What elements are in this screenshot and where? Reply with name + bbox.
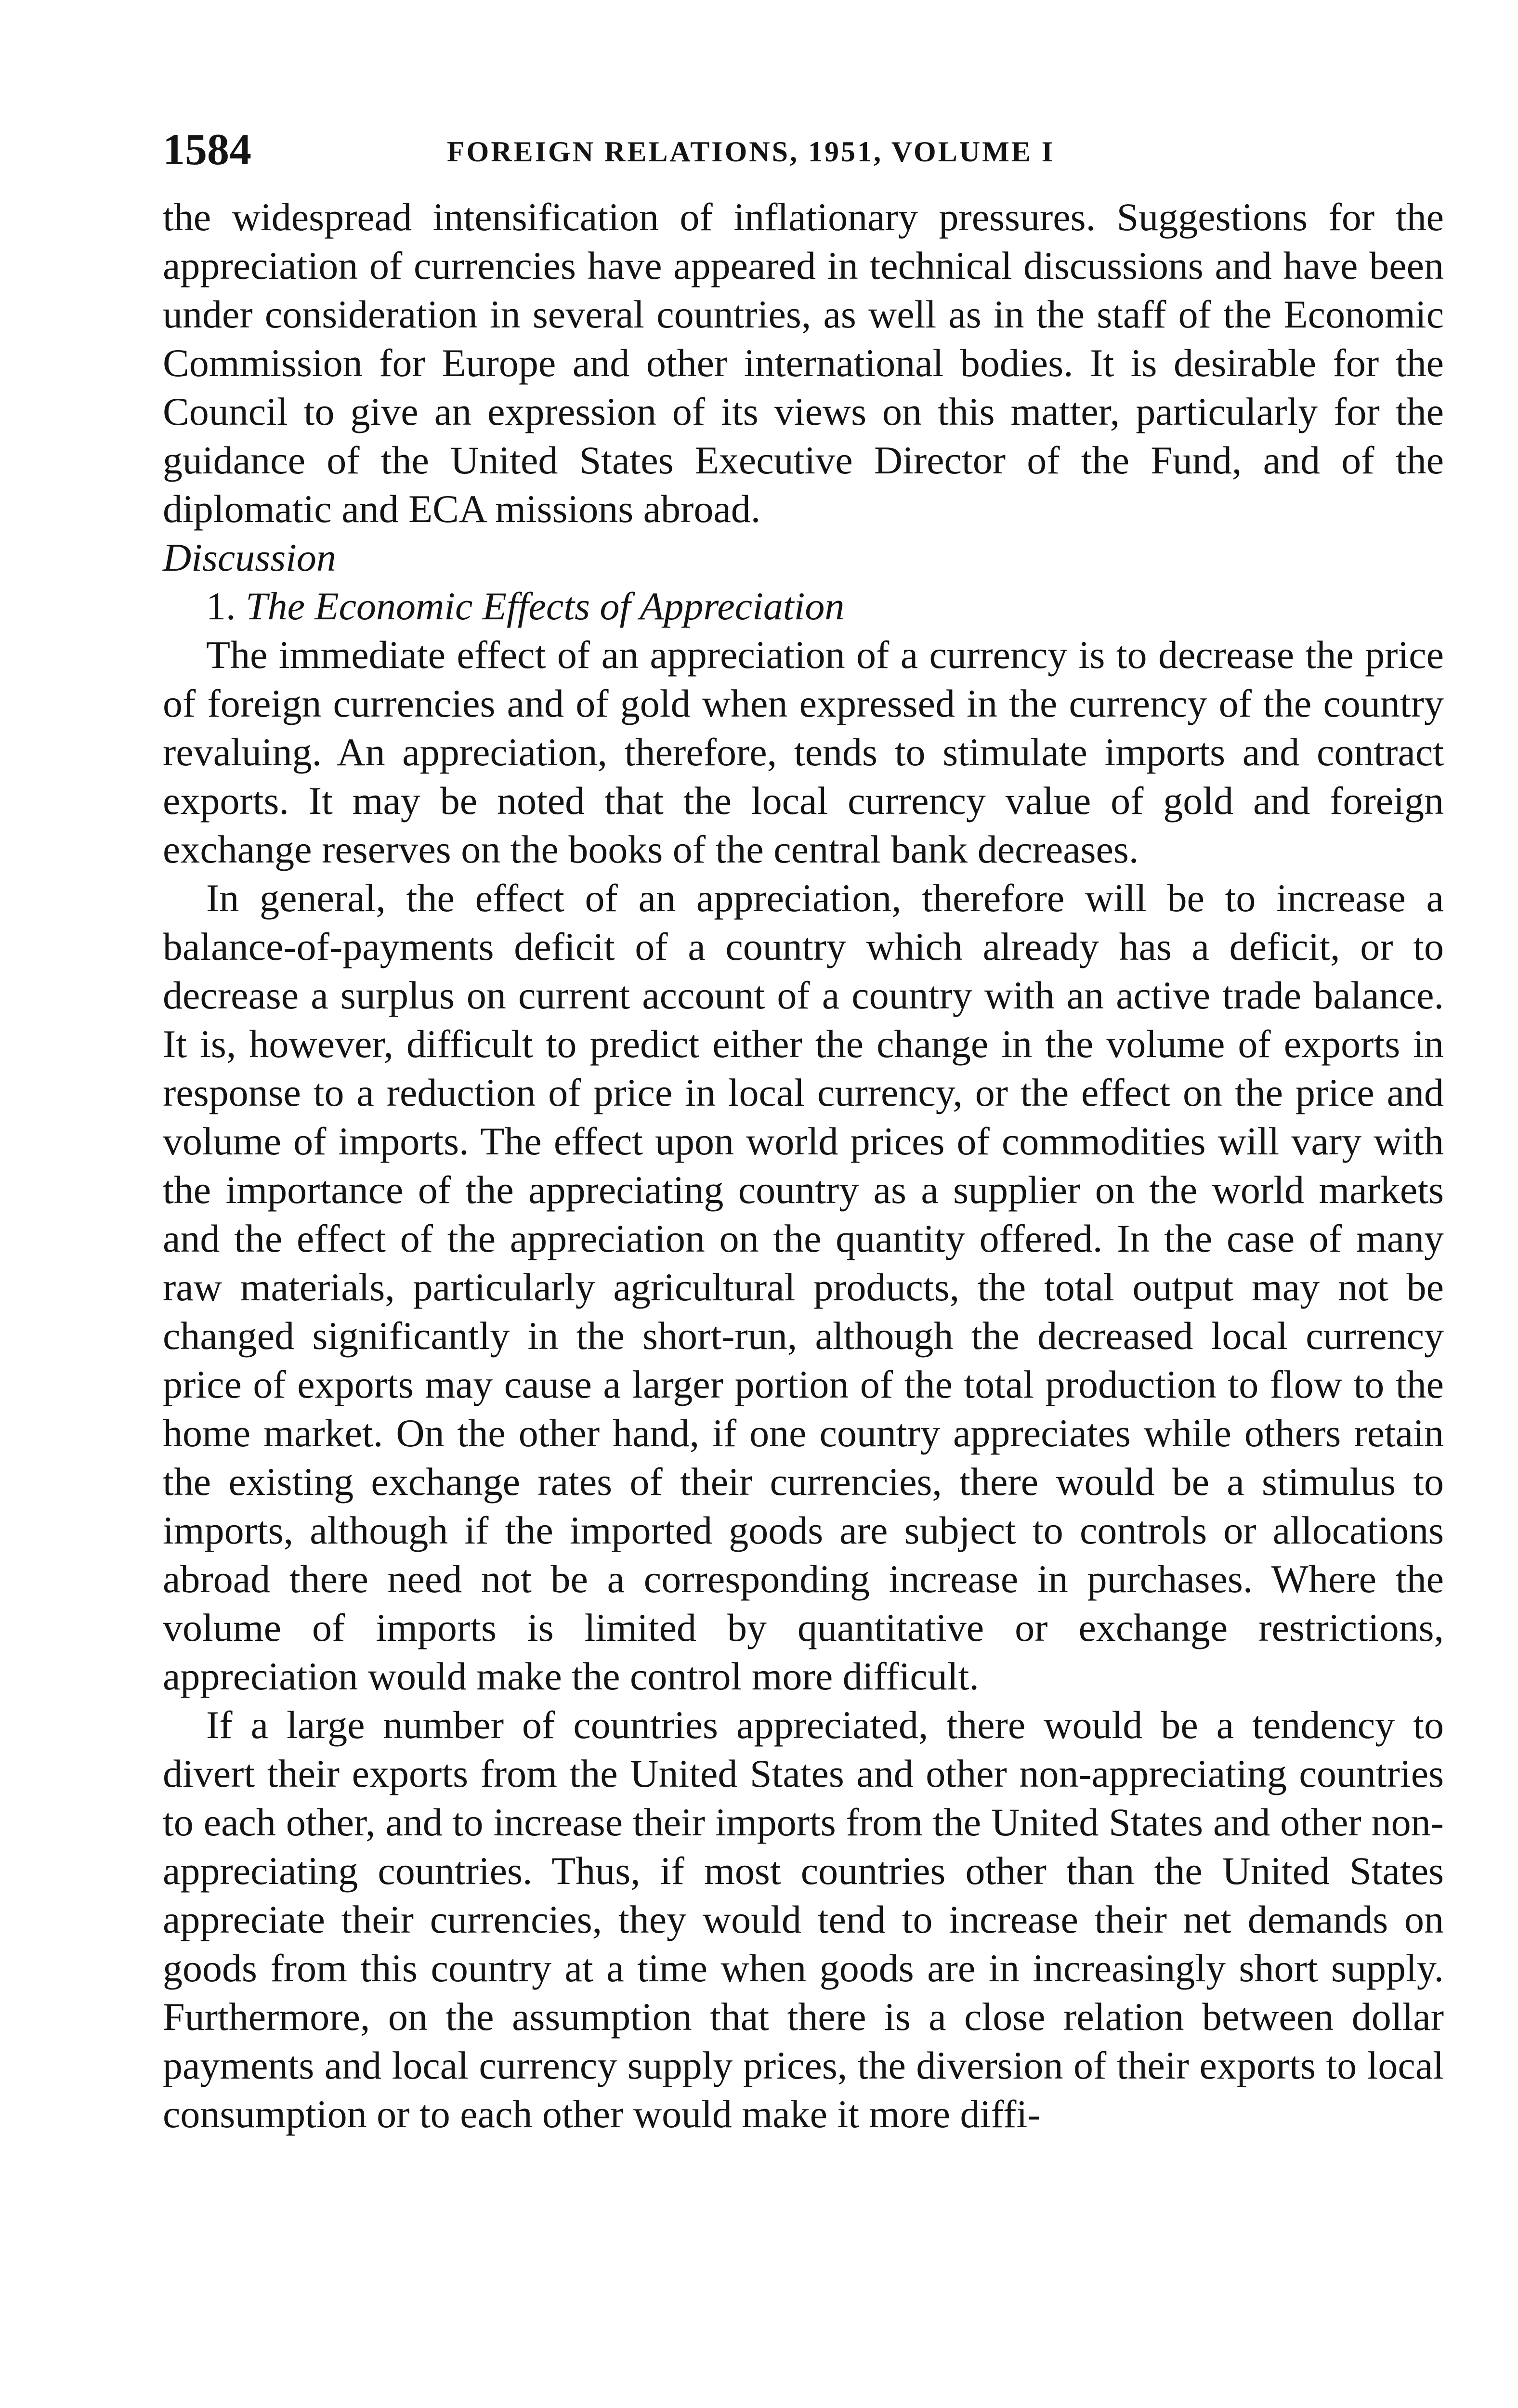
body-paragraph-3: If a large number of countries appreciated, there would be a tendency to divert their exports from the United States and other non-appreciating countries to each other, and to increase their imports from the United States and other non-appreciating countries. Thus, if most countries other than the United States appreciate their currencies, they would tend to increase their net demands on goods from this country at a time when goods are in increasingly short supply. Furthermore, on the assumption that there is a close relation between dollar payments and local currency supply prices, the diversion of their exports to local consumption or to each other would make it more diffi-: [163, 1703, 1444, 2136]
intro-paragraph: the widespread intensification of inflationary pressures. Suggestions for the appreciation of currencies have appeared in technical discussions and have been under consideration in several countries, as well as in the staff of the Economic Commission for Europe and other international bodies. It is desirable for the Council to give an expression of its views on this matter, particularly for the guidance of the United States Executive Director of the Fund, and of the diplomatic and ECA missions abroad.: [163, 195, 1444, 531]
body-paragraph-1: The immediate effect of an appreciation of a currency is to decrease the price of foreign currencies and of gold when expressed in the currency of the country revaluing. An appreciation, therefore, tends to stimulate imports and contract exports. It may be noted that the local currency value of gold and foreign exchange reserves on the books of the central bank decreases.: [163, 633, 1444, 871]
document-page: [163, 120, 1444, 2138]
section-number: 1.: [206, 584, 236, 628]
discussion-heading: Discussion: [163, 536, 336, 579]
running-header: [163, 120, 1444, 178]
section-heading: [163, 582, 1444, 630]
body-paragraph-2: In general, the effect of an appreciation, therefore will be to increase a balance-of-payments deficit of a country which already has a deficit, or to decrease a surplus on current account of a country with an active trade balance. It is, however, difficult to predict either the change in the volume of exports in response to a reduction of price in local currency, or the effect on the price and volume of imports. The effect upon world prices of commodities will vary with the importance of the appreciating country as a supplier on the world markets and the effect of the appreciation on the quantity offered. In the case of many raw materials, particularly agricultural products, the total output may not be changed significantly in the short-run, although the decreased local currency price of exports may cause a larger portion of the total production to flow to the home market. On the other hand, if one country appreciates while others retain the existing exchange rates of their currencies, there would be a stimulus to imports, although if the imported goods are subject to controls or allocations abroad there need not be a corresponding increase in purchases. Where the volume of imports is limited by quantitative or exchange restrictions, appreciation would make the control more difficult.: [163, 876, 1444, 1698]
running-title: FOREIGN RELATIONS, 1951, VOLUME I: [447, 136, 1055, 168]
page-number: 1584: [163, 125, 251, 174]
section-title: The Economic Effects of Appreciation: [246, 584, 845, 628]
